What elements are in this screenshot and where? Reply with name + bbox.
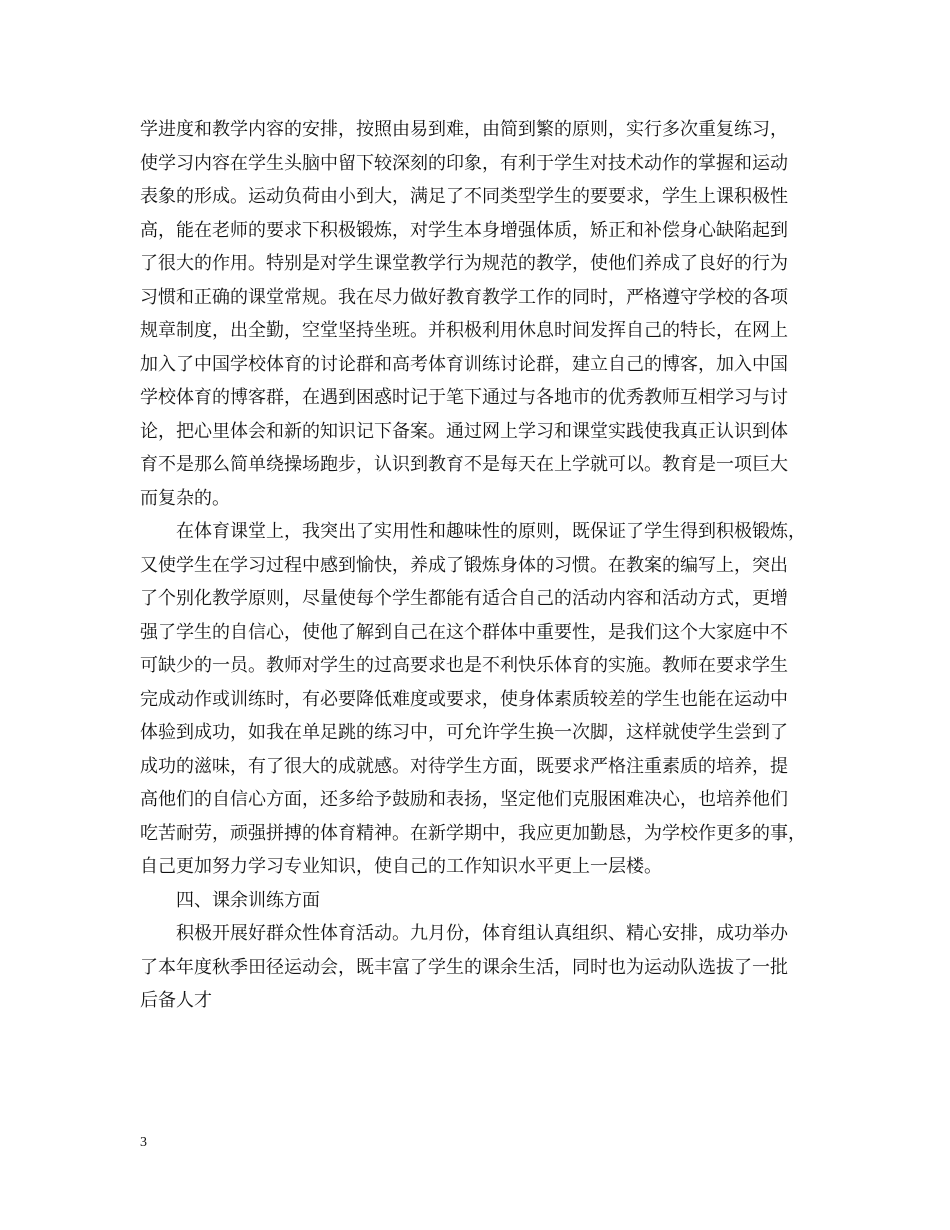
paragraph	[140, 113, 820, 515]
paragraph	[140, 515, 820, 884]
text-line: 高，能在老师的要求下积极锻炼，对学生本身增强体质，矫正和补偿身心缺陷起到	[140, 219, 788, 241]
text-line: 了很大的作用。特别是对学生课堂教学行为规范的教学，使他们养成了良好的行为	[140, 253, 788, 274]
text-line: 完成动作或训练时，有必要降低难度或要求，使身体素质较差的学生也能在运动中	[140, 688, 788, 710]
text-line: 积极开展好群众性体育活动。九月份，体育组认真组织、精心安排，成功举办	[176, 923, 788, 944]
page-number: 3	[140, 1135, 147, 1150]
text-line: 了个别化教学原则，尽量使每个学生都能有适合自己的活动内容和活动方式，更增	[140, 588, 788, 609]
body-text	[140, 113, 820, 1018]
text-line: 成功的滋味，有了很大的成就感。对待学生方面，既要求严格注重素质的培养，提	[140, 755, 788, 777]
text-line: 规章制度，出全勤，空堂坚持坐班。并积极利用休息时间发挥自己的特长，在网上	[140, 320, 788, 341]
text-line: 在体育课堂上，我突出了实用性和趣味性的原则，既保证了学生得到积极锻炼，	[176, 521, 806, 542]
text-line: 表象的形成。运动负荷由小到大，满足了不同类型学生的要要求，学生上课积极性	[140, 186, 788, 207]
text-line: 强了学生的自信心，使他了解到自己在这个群体中重要性，是我们这个大家庭中不	[140, 621, 788, 643]
text-line: 学校体育的博客群，在遇到困惑时记于笔下通过与各地市的优秀教师互相学习与讨	[140, 387, 788, 408]
text-line: 自己更加努力学习专业知识，使自己的工作知识水平更上一层楼。	[140, 856, 662, 877]
text-line: 而复杂的。	[140, 487, 230, 509]
text-line: 学进度和教学内容的安排，按照由易到难，由简到繁的原则，实行多次重复练习，	[140, 119, 788, 140]
text-line: 后备人才	[140, 990, 212, 1011]
text-line: 加入了中国学校体育的讨论群和高考体育训练讨论群，建立自己的博客，加入中国	[140, 353, 788, 375]
text-line: 可缺少的一员。教师对学生的过高要求也是不利快乐体育的实施。教师在要求学生	[140, 655, 788, 676]
section-heading	[140, 884, 820, 918]
heading-text: 四、课余训练方面	[176, 889, 320, 911]
text-line: 了本年度秋季田径运动会，既丰富了学生的课余生活，同时也为运动队选拔了一批	[140, 956, 788, 978]
text-line: 论，把心里体会和新的知识记下备案。通过网上学习和课堂实践使我真正认识到体	[140, 420, 788, 442]
text-line: 又使学生在学习过程中感到愉快，养成了锻炼身体的习惯。在教案的编写上，突出	[140, 554, 788, 576]
text-line: 体验到成功，如我在单足跳的练习中，可允许学生换一次脚，这样就使学生尝到了	[140, 722, 788, 743]
text-line: 高他们的自信心方面，还多给予鼓励和表扬，坚定他们克服困难决心，也培养他们	[140, 789, 788, 810]
text-line: 育不是那么简单绕操场跑步，认识到教育不是每天在上学就可以。教育是一项巨大	[140, 454, 788, 475]
paragraph	[140, 917, 820, 1018]
text-line: 吃苦耐劳，顽强拼搏的体育精神。在新学期中，我应更加勤恳，为学校作更多的事，	[140, 822, 806, 844]
text-line: 习惯和正确的课堂常规。我在尽力做好教育教学工作的同时，严格遵守学校的各项	[140, 286, 788, 308]
text-line: 使学习内容在学生头脑中留下较深刻的印象，有利于学生对技术动作的掌握和运动	[140, 152, 788, 174]
